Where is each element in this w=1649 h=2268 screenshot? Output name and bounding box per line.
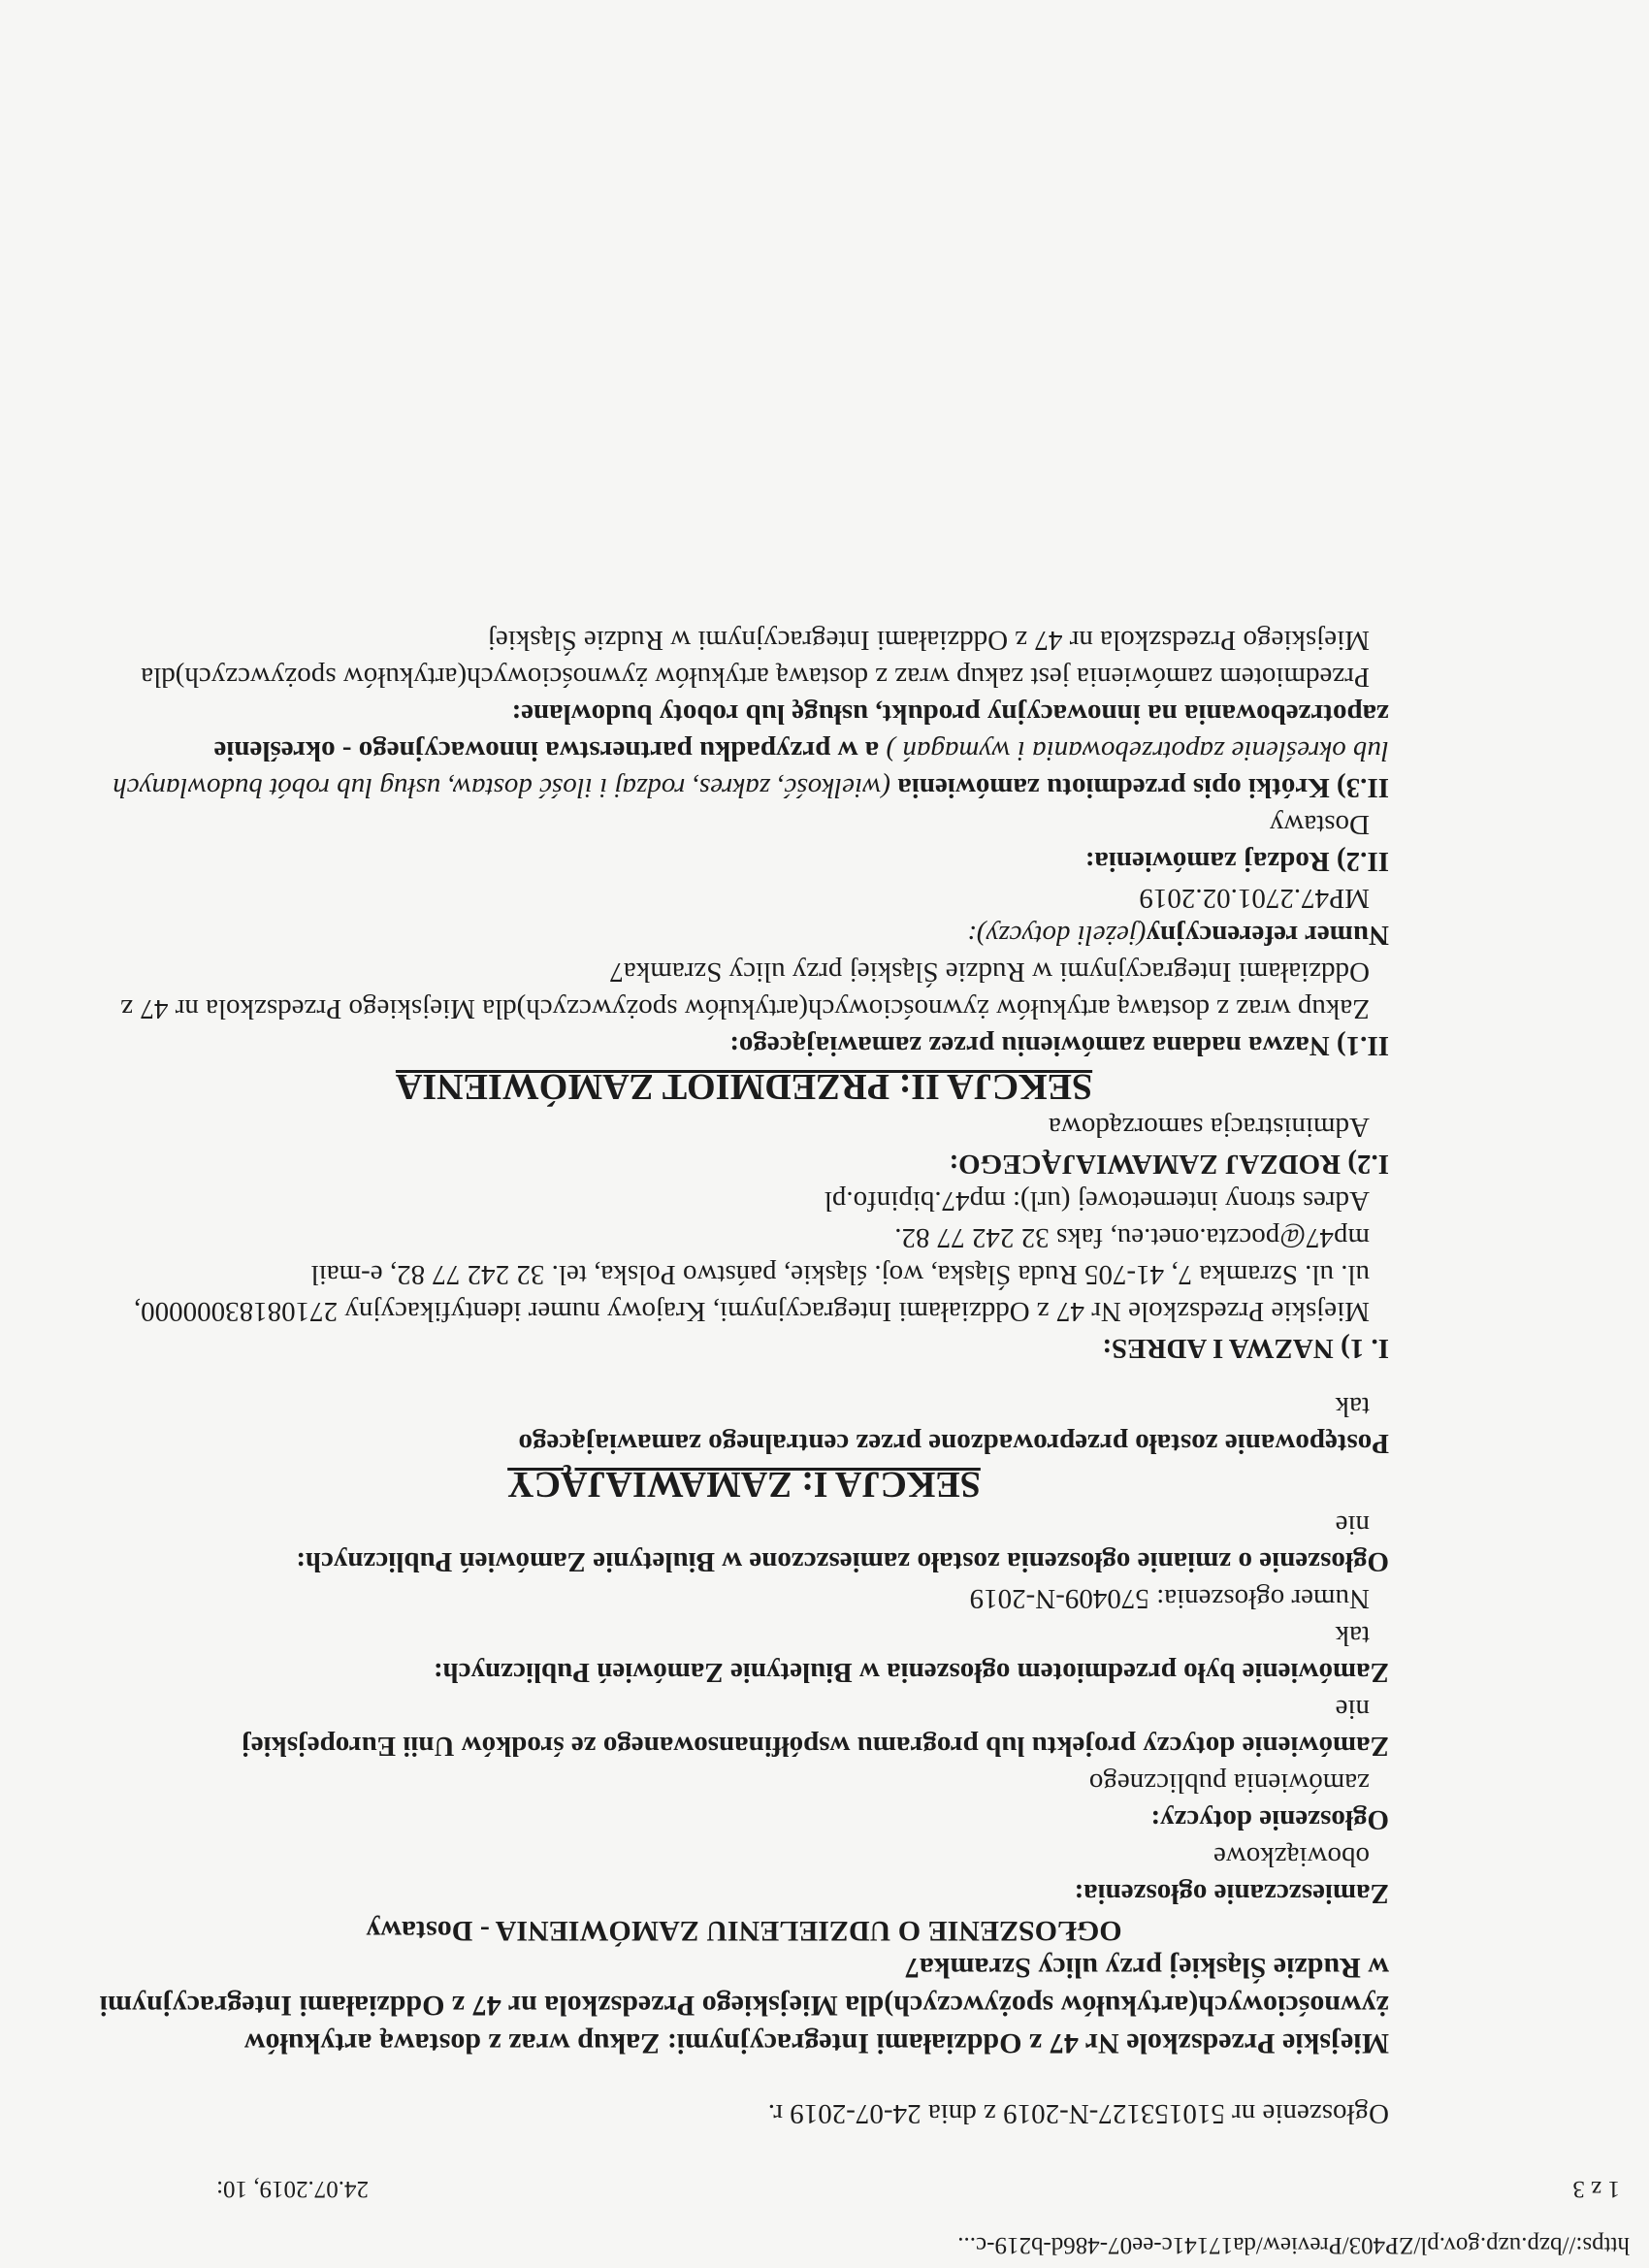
concerns-value: zamówienia publicznego (1088, 1767, 1370, 1798)
website-text: Adres strony internetowej (url): mp47.bipinfo.pl (824, 1185, 1370, 1216)
desc-label-italic: (wielkość, zakres, rodzaj i ilość dostaw, usług lub robót budowlanych lub określenie zapotrzebowania i wymagań ) (113, 735, 1389, 803)
bzp-value: tak (1335, 1620, 1370, 1651)
desc-label-bold-1: II.3) Krótki opis przedmiotu zamówienia (897, 772, 1389, 803)
notice-number: Ogłoszenie nr 510153127-N-2019 z dnia 24-07-2019 r. (767, 2098, 1389, 2129)
placement-label: Zamieszczanie ogłoszenia: (1074, 1878, 1389, 1909)
reference-label-italic: (jeżeli dotyczy): (967, 920, 1147, 951)
placement-value: obowiązkowe (1212, 1841, 1370, 1872)
name-address-label: I. 1) NAZWA I ADRES: (1102, 1333, 1389, 1364)
print-datetime: 24.07.2019, 10: (216, 2176, 369, 2202)
page-url: https://bzp.uzp.gov.pl/ZP403/Preview/da17141c-ee07-486d-b219-c... (957, 2232, 1630, 2258)
order-name-label: II.1) Nazwa nadana zamówieniu przez zamawiającego: (729, 1030, 1389, 1061)
eu-funding-value: nie (1335, 1694, 1370, 1725)
order-kind-value: Dostawy (1269, 809, 1370, 840)
page-counter: 1 z 3 (1572, 2176, 1620, 2202)
name-address-text: Miejskie Przedszkole Nr 47 z Oddziałami Integracyjnymi, Krajowy numer identyfikacyjny 27108183000000, ul. ul. Szramka 7, 41-705 Ruda Śląska, woj. śląskie, państwo Polska, tel. 32 242 77 82, e-mail mp47@poczta.onet.eu, faks 32 242 77 82. (133, 1222, 1370, 1327)
reference-number-value: MP47.2701.02.2019 (1139, 883, 1370, 914)
concerns-label: Ogłoszenie dotyczy: (1150, 1804, 1389, 1835)
reference-label-bold: Numer referencyjny (1146, 920, 1389, 951)
notice-body (99, 622, 1389, 2132)
notice-title: OGŁOSZENIE O UDZIELENIU ZAMÓWIENIA - Dostawy (366, 1915, 1122, 1947)
bzp-label: Zamówienie było przedmiotem ogłoszenia w Biuletynie Zamówień Publicznych: (433, 1657, 1389, 1688)
bzp-number: Numer ogłoszenia: 570409-N-2019 (969, 1583, 1370, 1614)
buyer-type-label: I.2) RODZAJ ZAMAWIAJĄCEGO: (949, 1149, 1389, 1180)
central-buyer-label: Postępowanie zostało przeprowadzone przez centralnego zamawiającego (518, 1428, 1389, 1459)
section-1-title: SEKCJA I: ZAMAWIAJĄCY (507, 1464, 981, 1505)
section-2-title: SEKCJA II: PRZEDMIOT ZAMÓWIENIA (395, 1066, 1093, 1107)
desc-label-bold-2: a w przypadku partnerstwa innowacyjnego - określenie zapotrzebowania na innowacyjny produkt, usługę lub roboty budowlane: (213, 698, 1389, 766)
buyer-type-value: Administracja samorządowa (1049, 1112, 1370, 1143)
short-description-label (99, 696, 1389, 806)
order-kind-label: II.2) Rodzaj zamówienia: (1084, 846, 1389, 877)
order-name-value: Zakup wraz z dostawą artykułów żywnościowych(artykułów spożywczych)dla Miejskiego Przedszkola nr 47 z Oddziałami Integracyjnymi w Rudzie Śląskiej przy ulicy Szramka7 (120, 956, 1370, 1024)
change-notice-value: nie (1335, 1509, 1370, 1540)
eu-funding-label: Zamówienie dotyczy projektu lub programu współfinansowanego ze środków Unii Europejskiej (242, 1731, 1389, 1762)
short-description-value: Przedmiotem zamówienia jest zakup wraz z dostawą artykułów żywnościowych(artykułów spożywczych)dla Miejskiego Przedszkola nr 47 z Oddziałami Integracyjnymi w Rudzie Śląskiej (141, 625, 1370, 693)
reference-number-label (99, 917, 1389, 954)
change-notice-label: Ogłoszenie o zmianie ogłoszenia zostało zamieszczone w Biuletynie Zamówień Publicznych: (296, 1546, 1389, 1577)
central-buyer-value: tak (1335, 1391, 1370, 1422)
document-title: Miejskie Przedszkole Nr 47 z Oddziałami Integracyjnymi: Zakup wraz z dostawą artykułów żywnościowych(artykułów spożywczych)dla Miejskiego Przedszkola nr 47 z Oddziałami Integracyjnymi w Rudzie Śląskiej przy ulicy Szramka7 (99, 1952, 1389, 2059)
